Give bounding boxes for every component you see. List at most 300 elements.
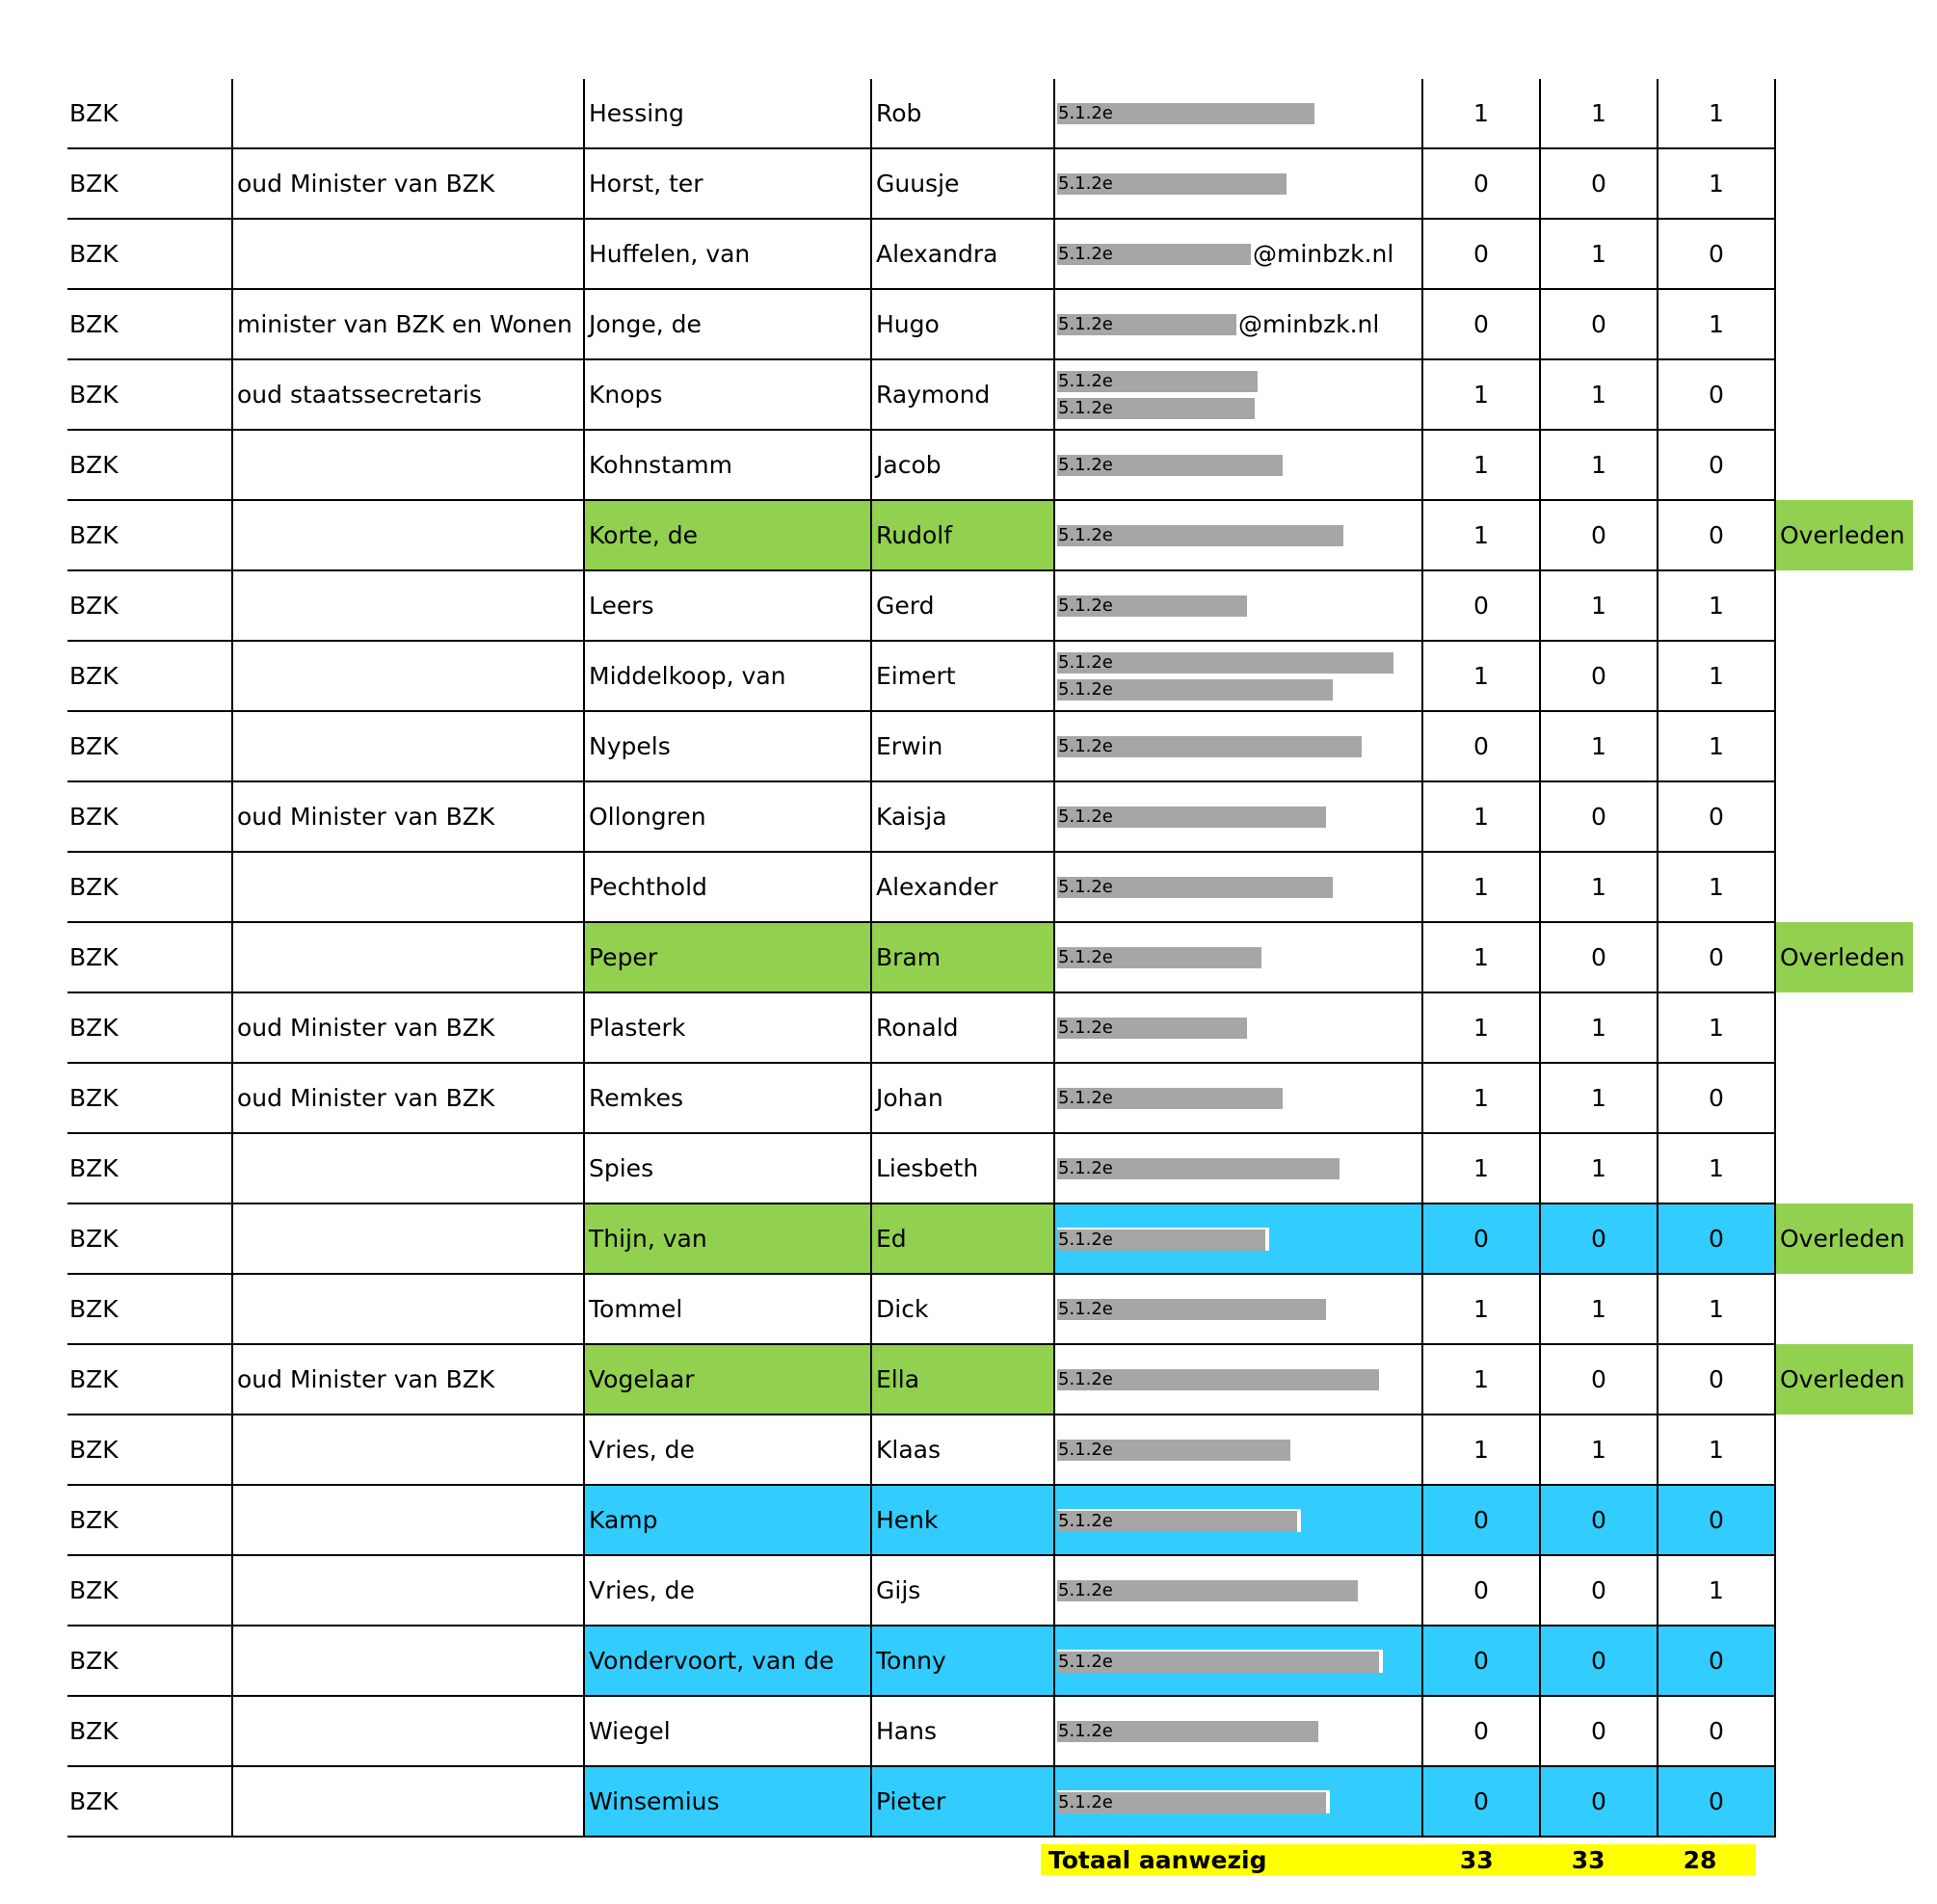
cell-attendance-2: 1: [1540, 992, 1658, 1063]
cell-role: [232, 1203, 584, 1274]
cell-last-name: Kamp: [584, 1485, 871, 1555]
cell-last-name: Tommel: [584, 1274, 871, 1344]
cell-organisation: BZK: [67, 1696, 232, 1766]
cell-organisation: BZK: [67, 992, 232, 1063]
cell-email: [1054, 359, 1422, 430]
cell-attendance-3: 0: [1658, 1485, 1775, 1555]
cell-last-name: Thijn, van: [584, 1203, 871, 1274]
cell-attendance-1: 0: [1422, 1485, 1540, 1555]
cell-organisation: BZK: [67, 922, 232, 992]
table-row: [67, 359, 1913, 430]
email-line: [1057, 1369, 1421, 1390]
cell-email: [1054, 148, 1422, 219]
cell-email: [1054, 781, 1422, 852]
attendance-table: [67, 79, 1913, 1838]
cell-email: [1054, 711, 1422, 781]
email-line: [1057, 1580, 1421, 1601]
cell-attendance-1: 1: [1422, 1063, 1540, 1133]
cell-first-name: Dick: [871, 1274, 1054, 1344]
cell-attendance-1: 1: [1422, 430, 1540, 500]
cell-email: [1054, 1415, 1422, 1485]
cell-organisation: BZK: [67, 641, 232, 711]
status-badge: [1775, 992, 1913, 1063]
cell-attendance-3: 0: [1658, 1344, 1775, 1415]
cell-last-name: Vries, de: [584, 1415, 871, 1485]
cell-attendance-3: 0: [1658, 359, 1775, 430]
cell-organisation: BZK: [67, 1274, 232, 1344]
email-line: [1057, 398, 1421, 419]
cell-email: [1054, 289, 1422, 359]
cell-attendance-2: 0: [1540, 781, 1658, 852]
table-row: [67, 570, 1913, 641]
cell-attendance-2: 0: [1540, 1203, 1658, 1274]
cell-attendance-3: 1: [1658, 570, 1775, 641]
cell-attendance-3: 1: [1658, 289, 1775, 359]
cell-attendance-3: 1: [1658, 711, 1775, 781]
redaction-bar: 5.1.2e: [1057, 244, 1251, 265]
cell-role: [232, 1133, 584, 1203]
email-line: [1057, 1721, 1421, 1742]
cell-attendance-3: 1: [1658, 1133, 1775, 1203]
table-row: [67, 1133, 1913, 1203]
email-line: [1057, 455, 1421, 476]
redaction-bar: 5.1.2e: [1057, 103, 1314, 124]
cell-first-name: Hans: [871, 1696, 1054, 1766]
email-line: [1057, 310, 1421, 338]
cell-attendance-1: 1: [1422, 79, 1540, 148]
cell-attendance-1: 1: [1422, 500, 1540, 570]
cell-attendance-2: 0: [1540, 641, 1658, 711]
cell-email: [1054, 992, 1422, 1063]
cell-organisation: BZK: [67, 711, 232, 781]
cell-attendance-2: 1: [1540, 79, 1658, 148]
status-badge: [1775, 359, 1913, 430]
cell-first-name: Klaas: [871, 1415, 1054, 1485]
cell-first-name: Henk: [871, 1485, 1054, 1555]
table-row: [67, 781, 1913, 852]
email-list: [1055, 1088, 1421, 1109]
cell-attendance-2: 1: [1540, 430, 1658, 500]
cell-organisation: BZK: [67, 1344, 232, 1415]
cell-role: [232, 852, 584, 922]
status-badge: Overleden: [1775, 922, 1913, 992]
cell-role: minister van BZK en Wonen: [232, 289, 584, 359]
redaction-bar: 5.1.2e: [1057, 595, 1247, 617]
redaction-bar: 5.1.2e: [1057, 1158, 1340, 1179]
status-badge: [1775, 1766, 1913, 1837]
cell-last-name: Plasterk: [584, 992, 871, 1063]
cell-attendance-2: 0: [1540, 148, 1658, 219]
email-line: [1057, 679, 1421, 701]
status-badge: [1775, 711, 1913, 781]
cell-first-name: Kaisja: [871, 781, 1054, 852]
cell-last-name: Middelkoop, van: [584, 641, 871, 711]
cell-attendance-1: 0: [1422, 1555, 1540, 1626]
table-row: [67, 1274, 1913, 1344]
email-line: [1057, 1509, 1421, 1532]
cell-attendance-1: 1: [1422, 1415, 1540, 1485]
cell-email: [1054, 1696, 1422, 1766]
cell-organisation: BZK: [67, 1485, 232, 1555]
redaction-bar: 5.1.2e: [1057, 1228, 1269, 1251]
cell-email: [1054, 1274, 1422, 1344]
email-list: [1055, 455, 1421, 476]
cell-attendance-3: 0: [1658, 1696, 1775, 1766]
email-domain: @minbzk.nl: [1238, 310, 1380, 338]
email-line: [1057, 1790, 1421, 1813]
cell-first-name: Eimert: [871, 641, 1054, 711]
redaction-bar: 5.1.2e: [1057, 1088, 1283, 1109]
cell-attendance-2: 1: [1540, 1063, 1658, 1133]
cell-attendance-3: 0: [1658, 1063, 1775, 1133]
cell-email: [1054, 852, 1422, 922]
cell-organisation: BZK: [67, 430, 232, 500]
email-list: [1055, 877, 1421, 898]
cell-organisation: BZK: [67, 1133, 232, 1203]
cell-last-name: Winsemius: [584, 1766, 871, 1837]
cell-last-name: Remkes: [584, 1063, 871, 1133]
email-line: [1057, 1440, 1421, 1461]
table-row: [67, 1626, 1913, 1696]
email-list: [1055, 595, 1421, 617]
cell-last-name: Ollongren: [584, 781, 871, 852]
cell-attendance-2: 0: [1540, 922, 1658, 992]
status-badge: [1775, 1415, 1913, 1485]
cell-attendance-1: 1: [1422, 1133, 1540, 1203]
cell-email: [1054, 219, 1422, 289]
status-badge: Overleden: [1775, 500, 1913, 570]
cell-email: [1054, 641, 1422, 711]
table-row: [67, 1203, 1913, 1274]
cell-attendance-2: 1: [1540, 1133, 1658, 1203]
email-line: [1057, 1018, 1421, 1039]
email-list: [1055, 240, 1421, 268]
cell-organisation: BZK: [67, 1203, 232, 1274]
email-list: [1055, 1018, 1421, 1039]
status-badge: [1775, 1274, 1913, 1344]
email-line: [1057, 877, 1421, 898]
table-row: [67, 922, 1913, 992]
cell-last-name: Vogelaar: [584, 1344, 871, 1415]
cell-role: [232, 1555, 584, 1626]
cell-attendance-3: 1: [1658, 1555, 1775, 1626]
cell-organisation: BZK: [67, 1063, 232, 1133]
status-badge: [1775, 641, 1913, 711]
cell-first-name: Guusje: [871, 148, 1054, 219]
cell-attendance-3: 1: [1658, 992, 1775, 1063]
email-list: [1055, 652, 1421, 701]
cell-email: [1054, 1063, 1422, 1133]
cell-attendance-2: 0: [1540, 1626, 1658, 1696]
total-label: Totaal aanwezig: [1048, 1845, 1267, 1874]
total-value-2: 33: [1571, 1845, 1605, 1874]
cell-email: [1054, 79, 1422, 148]
cell-organisation: BZK: [67, 219, 232, 289]
cell-last-name: Nypels: [584, 711, 871, 781]
cell-attendance-2: 1: [1540, 570, 1658, 641]
email-line: [1057, 240, 1421, 268]
email-line: [1057, 103, 1421, 124]
cell-attendance-3: 1: [1658, 852, 1775, 922]
cell-attendance-2: 1: [1540, 1415, 1658, 1485]
cell-last-name: Knops: [584, 359, 871, 430]
cell-attendance-2: 0: [1540, 1485, 1658, 1555]
cell-role: oud Minister van BZK: [232, 148, 584, 219]
cell-first-name: Gerd: [871, 570, 1054, 641]
email-list: [1055, 1299, 1421, 1320]
cell-attendance-3: 0: [1658, 922, 1775, 992]
cell-role: [232, 1274, 584, 1344]
table-row: [67, 641, 1913, 711]
email-list: [1055, 1580, 1421, 1601]
cell-attendance-1: 1: [1422, 641, 1540, 711]
cell-attendance-1: 0: [1422, 289, 1540, 359]
redaction-bar: 5.1.2e: [1057, 1299, 1326, 1320]
redaction-bar: 5.1.2e: [1057, 1018, 1247, 1039]
email-line: [1057, 525, 1421, 546]
email-list: [1055, 736, 1421, 757]
status-badge: Overleden: [1775, 1203, 1913, 1274]
cell-first-name: Pieter: [871, 1766, 1054, 1837]
email-line: [1057, 173, 1421, 195]
cell-email: [1054, 1344, 1422, 1415]
cell-attendance-1: 1: [1422, 852, 1540, 922]
cell-role: [232, 1766, 584, 1837]
cell-attendance-2: 0: [1540, 289, 1658, 359]
redaction-bar: 5.1.2e: [1057, 1440, 1290, 1461]
email-list: [1055, 103, 1421, 124]
redaction-bar: 5.1.2e: [1057, 1650, 1383, 1673]
email-line: [1057, 371, 1421, 392]
cell-organisation: BZK: [67, 500, 232, 570]
cell-email: [1054, 1133, 1422, 1203]
cell-last-name: Hessing: [584, 79, 871, 148]
cell-attendance-3: 0: [1658, 781, 1775, 852]
cell-email: [1054, 430, 1422, 500]
cell-email: [1054, 922, 1422, 992]
email-line: [1057, 1158, 1421, 1179]
cell-first-name: Ed: [871, 1203, 1054, 1274]
redaction-bar: 5.1.2e: [1057, 807, 1326, 828]
email-line: [1057, 736, 1421, 757]
cell-attendance-3: 0: [1658, 500, 1775, 570]
cell-role: [232, 570, 584, 641]
redaction-bar: 5.1.2e: [1057, 1369, 1379, 1390]
cell-first-name: Alexandra: [871, 219, 1054, 289]
cell-role: [232, 1696, 584, 1766]
cell-role: [232, 219, 584, 289]
cell-attendance-3: 1: [1658, 148, 1775, 219]
cell-last-name: Vondervoort, van de: [584, 1626, 871, 1696]
cell-organisation: BZK: [67, 79, 232, 148]
cell-attendance-1: 0: [1422, 1696, 1540, 1766]
cell-attendance-1: 0: [1422, 1626, 1540, 1696]
redaction-bar: 5.1.2e: [1057, 1580, 1358, 1601]
redaction-bar: 5.1.2e: [1057, 1509, 1301, 1532]
cell-last-name: Wiegel: [584, 1696, 871, 1766]
cell-attendance-3: 0: [1658, 1626, 1775, 1696]
redaction-bar: 5.1.2e: [1057, 455, 1283, 476]
table-row: [67, 219, 1913, 289]
cell-attendance-1: 0: [1422, 219, 1540, 289]
email-line: [1057, 1299, 1421, 1320]
cell-attendance-2: 1: [1540, 1274, 1658, 1344]
cell-last-name: Huffelen, van: [584, 219, 871, 289]
redaction-bar: 5.1.2e: [1057, 1721, 1318, 1742]
cell-attendance-3: 0: [1658, 430, 1775, 500]
cell-email: [1054, 1555, 1422, 1626]
email-list: [1055, 1721, 1421, 1742]
cell-organisation: BZK: [67, 289, 232, 359]
table-row: [67, 1063, 1913, 1133]
email-list: [1055, 310, 1421, 338]
table-row: [67, 289, 1913, 359]
cell-first-name: Jacob: [871, 430, 1054, 500]
cell-attendance-1: 1: [1422, 922, 1540, 992]
status-badge: [1775, 1626, 1913, 1696]
status-badge: [1775, 781, 1913, 852]
cell-attendance-1: 1: [1422, 359, 1540, 430]
cell-first-name: Tonny: [871, 1626, 1054, 1696]
cell-attendance-1: 1: [1422, 1344, 1540, 1415]
cell-attendance-1: 1: [1422, 992, 1540, 1063]
cell-first-name: Ronald: [871, 992, 1054, 1063]
cell-organisation: BZK: [67, 1626, 232, 1696]
email-list: [1055, 807, 1421, 828]
cell-attendance-1: 0: [1422, 711, 1540, 781]
redaction-bar: 5.1.2e: [1057, 173, 1287, 195]
cell-role: [232, 500, 584, 570]
cell-last-name: Jonge, de: [584, 289, 871, 359]
redaction-bar: 5.1.2e: [1057, 1790, 1330, 1813]
email-list: [1055, 1650, 1421, 1673]
cell-organisation: BZK: [67, 781, 232, 852]
table-row: [67, 1555, 1913, 1626]
cell-attendance-2: 0: [1540, 1555, 1658, 1626]
cell-last-name: Spies: [584, 1133, 871, 1203]
status-badge: [1775, 1063, 1913, 1133]
cell-organisation: BZK: [67, 570, 232, 641]
cell-first-name: Rudolf: [871, 500, 1054, 570]
cell-organisation: BZK: [67, 1555, 232, 1626]
cell-attendance-3: 0: [1658, 219, 1775, 289]
cell-last-name: Kohnstamm: [584, 430, 871, 500]
total-value-3: 28: [1683, 1845, 1717, 1874]
cell-role: oud Minister van BZK: [232, 1344, 584, 1415]
cell-email: [1054, 1485, 1422, 1555]
email-domain: @minbzk.nl: [1253, 240, 1394, 268]
cell-first-name: Gijs: [871, 1555, 1054, 1626]
table-row: [67, 852, 1913, 922]
redaction-bar: 5.1.2e: [1057, 877, 1333, 898]
cell-attendance-2: 1: [1540, 219, 1658, 289]
cell-email: [1054, 1626, 1422, 1696]
status-badge: [1775, 570, 1913, 641]
email-list: [1055, 173, 1421, 195]
cell-first-name: Erwin: [871, 711, 1054, 781]
status-badge: [1775, 430, 1913, 500]
status-badge: [1775, 219, 1913, 289]
table-row: [67, 1344, 1913, 1415]
email-line: [1057, 947, 1421, 968]
cell-role: [232, 1626, 584, 1696]
cell-role: [232, 711, 584, 781]
cell-attendance-3: 0: [1658, 1766, 1775, 1837]
email-list: [1055, 1790, 1421, 1813]
table-row: [67, 992, 1913, 1063]
cell-attendance-1: 1: [1422, 1274, 1540, 1344]
email-list: [1055, 947, 1421, 968]
redaction-bar: 5.1.2e: [1057, 736, 1362, 757]
status-badge: [1775, 79, 1913, 148]
email-list: [1055, 1228, 1421, 1251]
total-value-1: 33: [1459, 1845, 1494, 1874]
email-line: [1057, 652, 1421, 674]
redaction-bar: 5.1.2e: [1057, 525, 1343, 546]
cell-role: oud staatssecretaris: [232, 359, 584, 430]
email-line: [1057, 1228, 1421, 1251]
cell-organisation: BZK: [67, 852, 232, 922]
cell-attendance-1: 0: [1422, 1203, 1540, 1274]
cell-organisation: BZK: [67, 359, 232, 430]
cell-attendance-1: 0: [1422, 570, 1540, 641]
table-row: [67, 711, 1913, 781]
cell-attendance-2: 1: [1540, 852, 1658, 922]
cell-attendance-1: 0: [1422, 148, 1540, 219]
cell-attendance-1: 0: [1422, 1766, 1540, 1837]
cell-email: [1054, 500, 1422, 570]
cell-first-name: Raymond: [871, 359, 1054, 430]
cell-last-name: Horst, ter: [584, 148, 871, 219]
status-badge: [1775, 1696, 1913, 1766]
cell-attendance-2: 0: [1540, 500, 1658, 570]
cell-last-name: Leers: [584, 570, 871, 641]
email-list: [1055, 525, 1421, 546]
total-row: [1041, 1844, 1756, 1875]
cell-role: oud Minister van BZK: [232, 781, 584, 852]
status-badge: [1775, 289, 1913, 359]
status-badge: [1775, 1555, 1913, 1626]
email-list: [1055, 1158, 1421, 1179]
redaction-bar: 5.1.2e: [1057, 314, 1236, 335]
status-badge: Overleden: [1775, 1344, 1913, 1415]
status-badge: [1775, 852, 1913, 922]
cell-first-name: Alexander: [871, 852, 1054, 922]
cell-first-name: Hugo: [871, 289, 1054, 359]
email-list: [1055, 1509, 1421, 1532]
cell-first-name: Ella: [871, 1344, 1054, 1415]
cell-attendance-1: 1: [1422, 781, 1540, 852]
cell-attendance-3: 1: [1658, 1415, 1775, 1485]
email-list: [1055, 371, 1421, 419]
email-list: [1055, 1440, 1421, 1461]
cell-last-name: Pechthold: [584, 852, 871, 922]
redaction-bar: 5.1.2e: [1057, 371, 1258, 392]
cell-first-name: Liesbeth: [871, 1133, 1054, 1203]
table-row: [67, 1485, 1913, 1555]
cell-attendance-2: 1: [1540, 711, 1658, 781]
cell-email: [1054, 1203, 1422, 1274]
table-row: [67, 500, 1913, 570]
table-row: [67, 1766, 1913, 1837]
status-badge: [1775, 148, 1913, 219]
table-row: [67, 430, 1913, 500]
cell-attendance-2: 0: [1540, 1344, 1658, 1415]
cell-email: [1054, 1766, 1422, 1837]
cell-first-name: Bram: [871, 922, 1054, 992]
cell-email: [1054, 570, 1422, 641]
cell-role: oud Minister van BZK: [232, 992, 584, 1063]
